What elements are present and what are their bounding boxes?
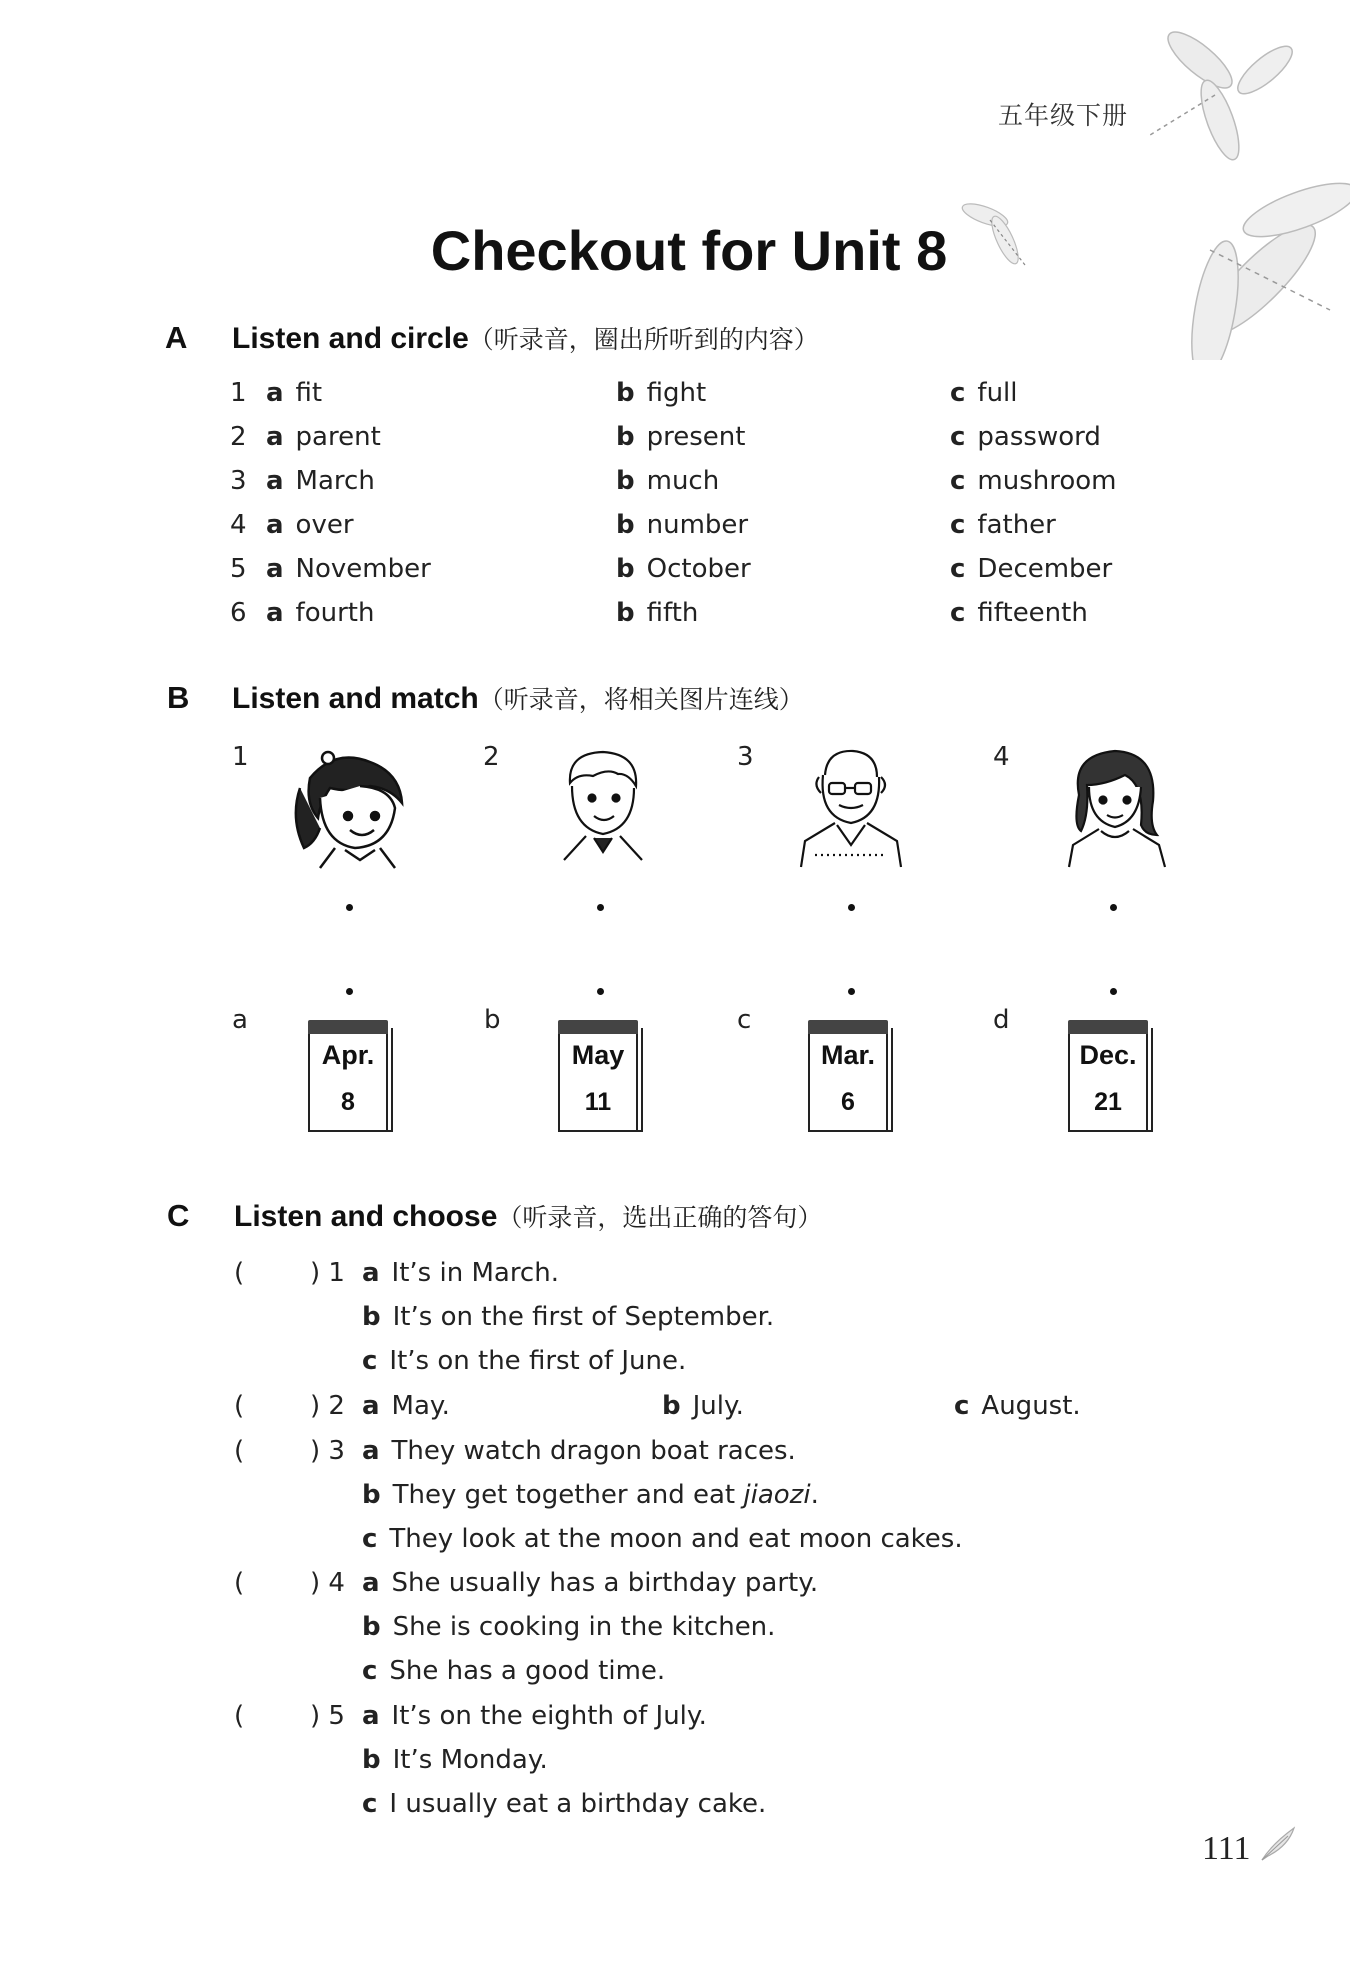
section-b-title: Listen and match bbox=[232, 682, 479, 715]
section-c-note: （听录音，选出正确的答句） bbox=[497, 1203, 823, 1232]
match-dot[interactable] bbox=[848, 988, 855, 995]
person-number: 4 bbox=[993, 742, 1010, 772]
section-b-note: （听录音，将相关图片连线） bbox=[478, 685, 804, 714]
item-number: 3 bbox=[230, 466, 247, 496]
answer-blank[interactable]: ( bbox=[234, 1391, 245, 1421]
match-dot[interactable] bbox=[597, 988, 604, 995]
choice-a: a May. bbox=[362, 1391, 450, 1421]
option-a: a fourth bbox=[266, 598, 375, 628]
option-a: a November bbox=[266, 554, 431, 584]
item-number: 2 bbox=[230, 422, 247, 452]
option-b: b fifth bbox=[616, 598, 699, 628]
option-a: a over bbox=[266, 510, 354, 540]
answer-blank[interactable]: ( bbox=[234, 1258, 245, 1288]
woman-portrait-icon bbox=[1065, 745, 1170, 869]
match-dot[interactable] bbox=[848, 904, 855, 911]
item-number: 1 bbox=[230, 378, 247, 408]
section-a-note: （听录音，圈出所听到的内容） bbox=[468, 325, 819, 354]
answer-blank[interactable]: ( bbox=[234, 1568, 245, 1598]
section-a-title: Listen and circle bbox=[232, 322, 469, 355]
person-number: 2 bbox=[483, 742, 500, 772]
calendar-binding bbox=[1068, 1020, 1148, 1034]
section-a-list bbox=[230, 378, 1130, 642]
choice-b: b They get together and eat jiaozi. bbox=[362, 1480, 819, 1510]
choice-c: c I usually eat a birthday cake. bbox=[362, 1789, 767, 1819]
option-b: b October bbox=[616, 554, 751, 584]
choice-a: a It’s on the eighth of July. bbox=[362, 1701, 707, 1731]
option-a: a March bbox=[266, 466, 375, 496]
answer-blank[interactable]: ( bbox=[234, 1701, 245, 1731]
section-c-letter: C bbox=[167, 1198, 190, 1233]
calendar-day: 11 bbox=[584, 1088, 612, 1116]
calendar-card bbox=[808, 1020, 892, 1132]
calendar-binding bbox=[558, 1020, 638, 1034]
page-title: Checkout for Unit 8 bbox=[430, 219, 948, 282]
item-number: 4 bbox=[230, 510, 247, 540]
choice-a: a They watch dragon boat races. bbox=[362, 1436, 796, 1466]
list-item bbox=[230, 422, 1130, 466]
person-number: 3 bbox=[737, 742, 754, 772]
option-c: c father bbox=[950, 510, 1056, 540]
match-dot[interactable] bbox=[1110, 988, 1117, 995]
option-b: b much bbox=[616, 466, 720, 496]
calendar-binding bbox=[808, 1020, 888, 1034]
answer-blank[interactable]: ( bbox=[234, 1436, 245, 1466]
choice-a: a It’s in March. bbox=[362, 1258, 559, 1288]
section-b-heading bbox=[232, 680, 804, 716]
calendar-card bbox=[1068, 1020, 1152, 1132]
list-item bbox=[230, 510, 1130, 554]
calendar-label: b bbox=[484, 1005, 501, 1035]
calendar-card bbox=[308, 1020, 392, 1132]
calendar-day: 6 bbox=[841, 1088, 855, 1116]
choice-b: b It’s Monday. bbox=[362, 1745, 548, 1775]
option-a: a fit bbox=[266, 378, 323, 408]
feather-icon bbox=[1258, 1824, 1298, 1864]
choice-b: b She is cooking in the kitchen. bbox=[362, 1612, 776, 1642]
option-c: c password bbox=[950, 422, 1101, 452]
calendar-day: 21 bbox=[1094, 1088, 1122, 1116]
calendar-label: a bbox=[232, 1005, 248, 1035]
choice-a: a She usually has a birthday party. bbox=[362, 1568, 819, 1598]
choice-c: c They look at the moon and eat moon cakes. bbox=[362, 1524, 963, 1554]
page-number: 111 bbox=[1202, 1830, 1251, 1867]
dragonfly-decoration-icon bbox=[1130, 10, 1350, 360]
calendar-month: Dec. bbox=[1079, 1040, 1137, 1070]
option-c: c fifteenth bbox=[950, 598, 1088, 628]
question-number: ) 5 bbox=[310, 1701, 345, 1731]
calendar-month: May bbox=[571, 1040, 625, 1070]
match-dot[interactable] bbox=[346, 904, 353, 911]
calendar-card bbox=[558, 1020, 642, 1132]
section-b-letter: B bbox=[167, 680, 190, 715]
boy-portrait-icon bbox=[558, 748, 648, 866]
option-b: b number bbox=[616, 510, 749, 540]
option-c: c full bbox=[950, 378, 1018, 408]
choice-b: b It’s on the first of September. bbox=[362, 1302, 775, 1332]
calendar-binding bbox=[308, 1020, 388, 1034]
item-number: 6 bbox=[230, 598, 247, 628]
option-b: b fight bbox=[616, 378, 707, 408]
grade-label: 五年级下册 bbox=[998, 101, 1129, 130]
question-number: ) 3 bbox=[310, 1436, 345, 1466]
question-number: ) 1 bbox=[310, 1258, 345, 1288]
calendar-label: d bbox=[993, 1005, 1010, 1035]
option-c: c December bbox=[950, 554, 1113, 584]
item-number: 5 bbox=[230, 554, 247, 584]
question-number: ) 2 bbox=[310, 1391, 345, 1421]
list-item bbox=[230, 378, 1130, 422]
choice-c: c August. bbox=[954, 1391, 1081, 1421]
calendar-day: 8 bbox=[341, 1088, 355, 1116]
question-number: ) 4 bbox=[310, 1568, 345, 1598]
match-dot[interactable] bbox=[346, 988, 353, 995]
match-dot[interactable] bbox=[597, 904, 604, 911]
match-dot[interactable] bbox=[1110, 904, 1117, 911]
option-c: c mushroom bbox=[950, 466, 1117, 496]
person-number: 1 bbox=[232, 742, 249, 772]
grandpa-portrait-icon bbox=[795, 745, 907, 869]
list-item bbox=[230, 554, 1130, 598]
calendar-month: Apr. bbox=[321, 1040, 375, 1070]
section-c-title: Listen and choose bbox=[234, 1200, 498, 1233]
calendar-month: Mar. bbox=[820, 1040, 876, 1070]
section-a-letter: A bbox=[165, 320, 188, 355]
choice-c: c She has a good time. bbox=[362, 1656, 666, 1686]
girl-portrait-icon bbox=[290, 748, 410, 870]
section-a-heading bbox=[232, 320, 819, 356]
option-b: b present bbox=[616, 422, 746, 452]
choice-c: c It’s on the first of June. bbox=[362, 1346, 687, 1376]
list-item bbox=[230, 466, 1130, 510]
list-item bbox=[230, 598, 1130, 642]
option-a: a parent bbox=[266, 422, 381, 452]
section-c-heading bbox=[234, 1198, 822, 1234]
calendar-label: c bbox=[737, 1005, 752, 1035]
choice-b: b July. bbox=[662, 1391, 744, 1421]
